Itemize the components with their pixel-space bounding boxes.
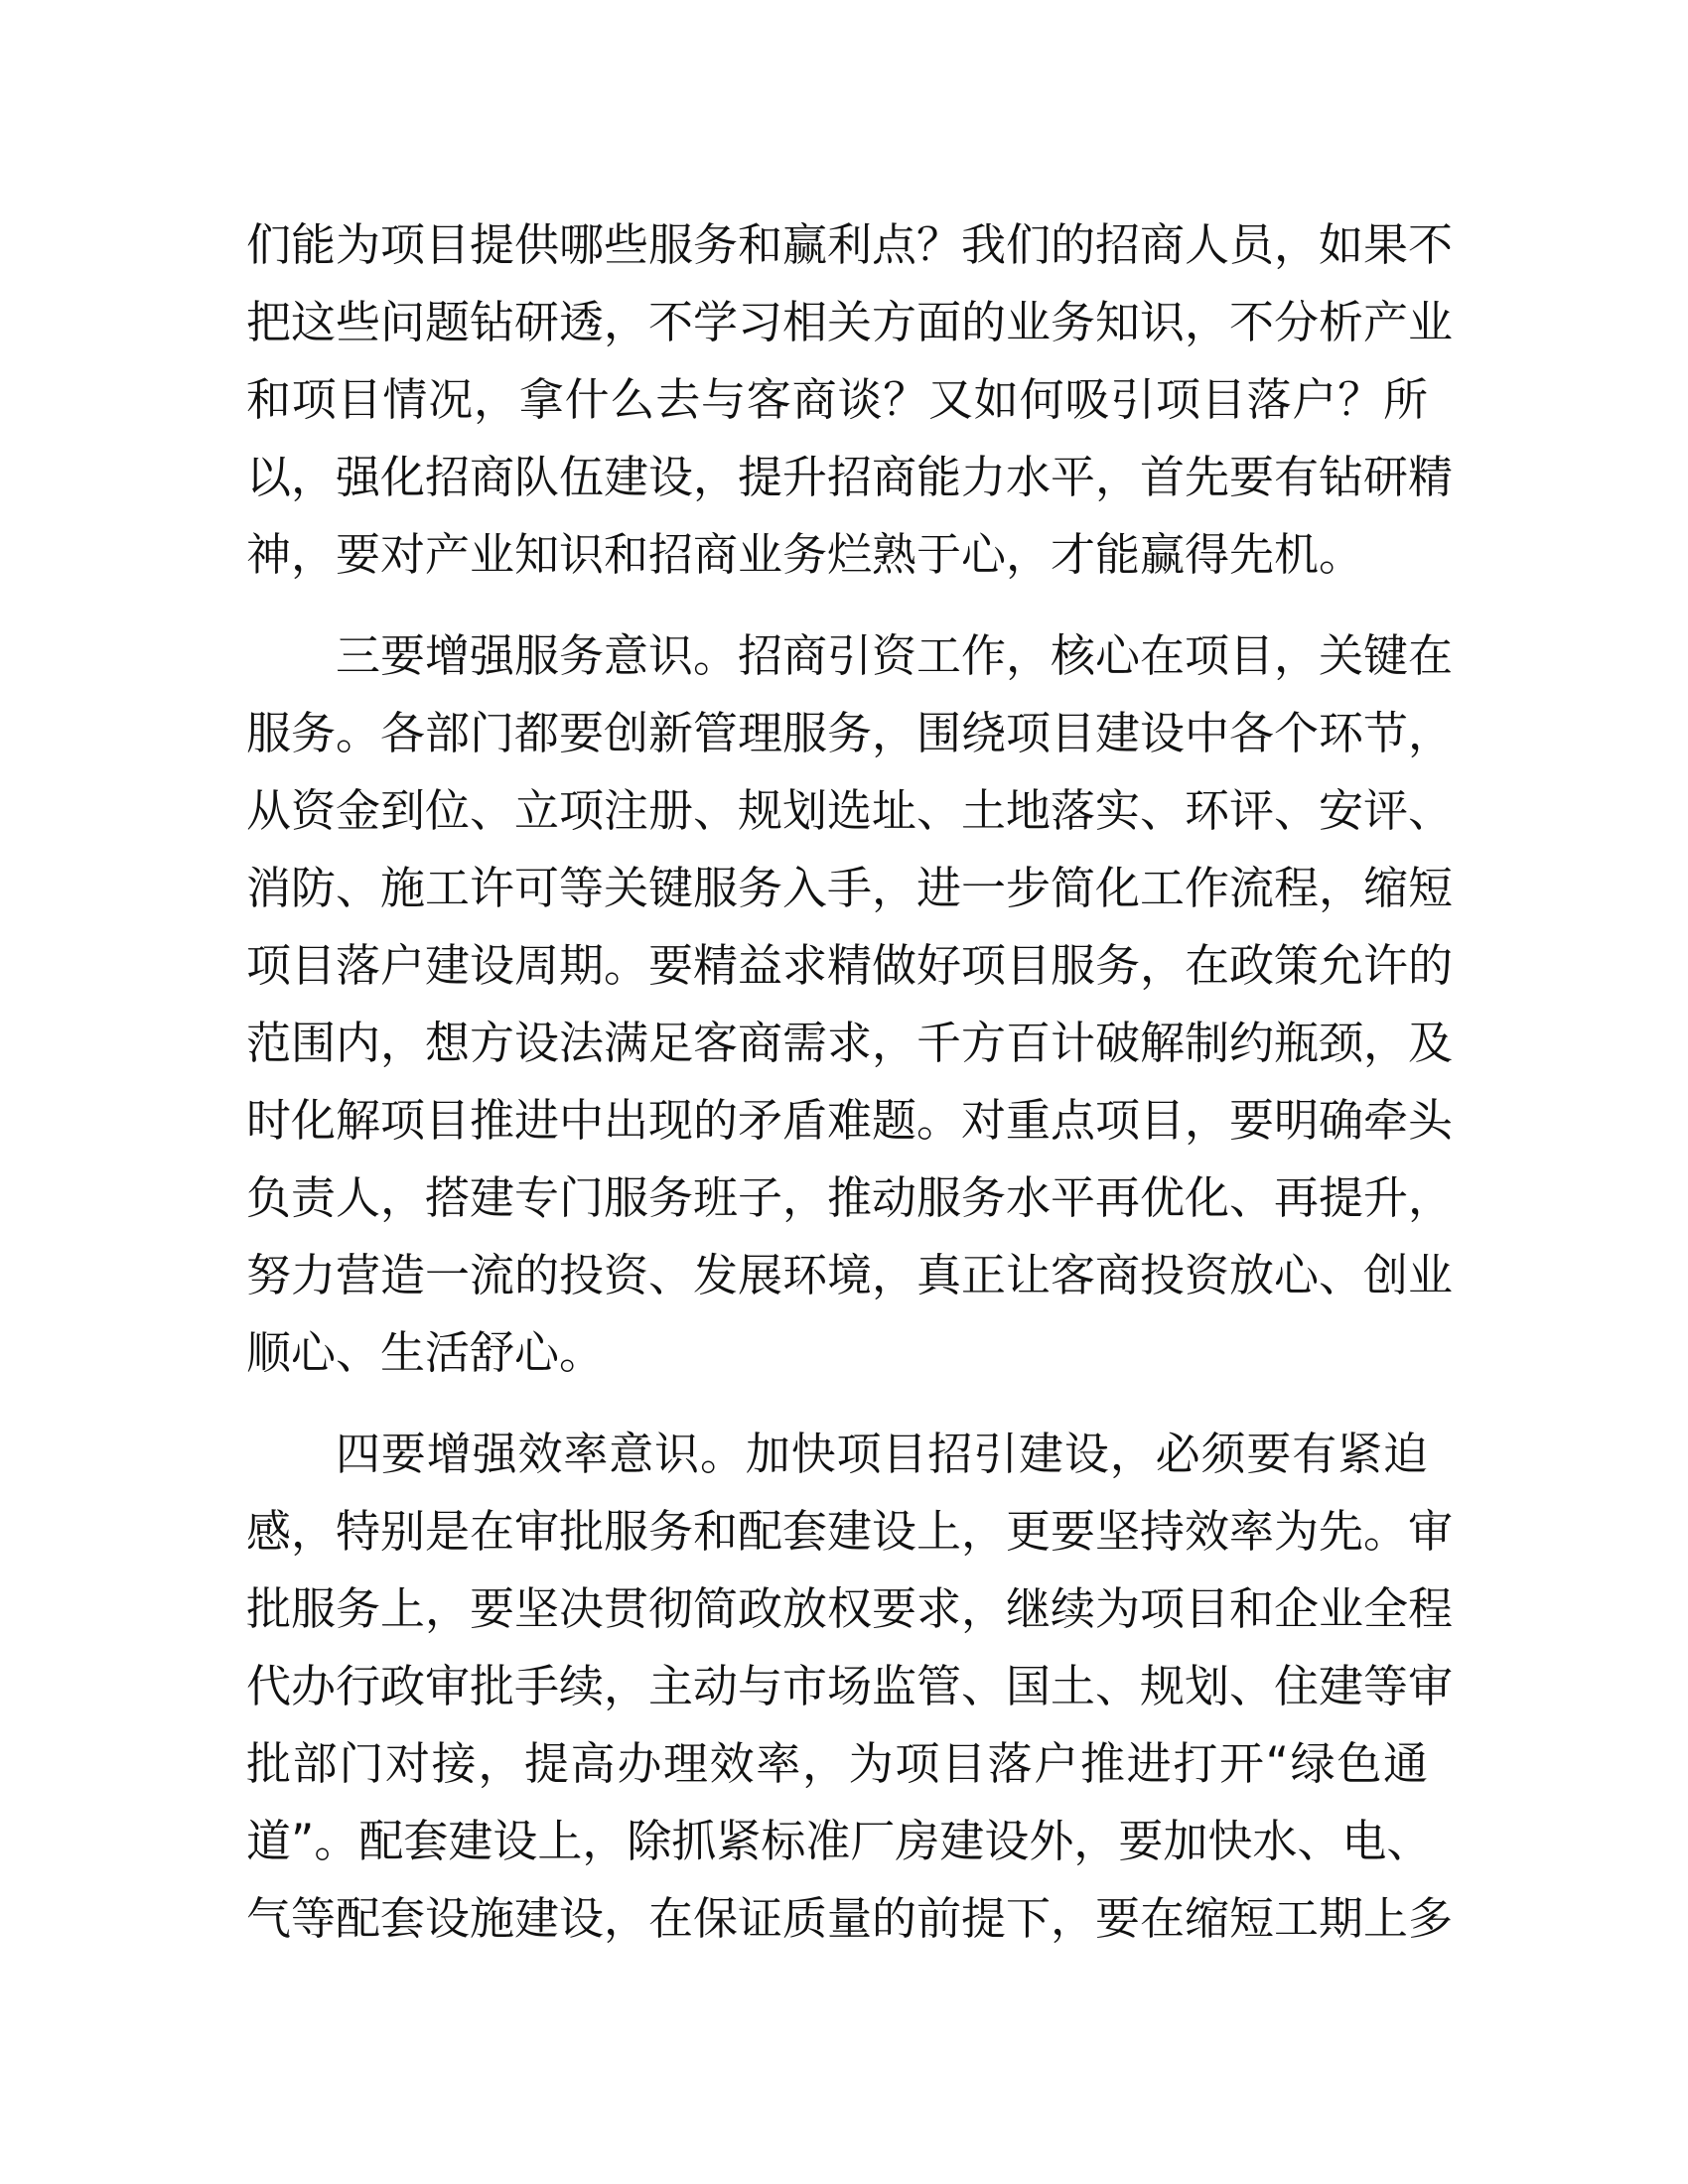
text-line: 范围内，想方设法满足客商需求，千方百计破解制约瓶颈，及 (246, 1017, 1454, 1069)
paragraph-1 (246, 206, 1454, 594)
paragraph-3 (246, 1416, 1454, 1958)
document-page (246, 206, 1454, 1958)
text-line: 批部门对接，提高办理效率，为项目落户推进打开“绿色通 (246, 1737, 1428, 1790)
text-line: 努力营造一流的投资、发展环境，真正让客商投资放心、创业 (246, 1249, 1454, 1301)
text-line: 和项目情况，拿什么去与客商谈？又如何吸引项目落户？所 (246, 373, 1428, 426)
text-line: 项目落户建设周期。要精益求精做好项目服务，在政策允许的 (246, 939, 1454, 992)
text-line: 道”。配套建设上，除抓紧标准厂房建设外，要加快水、电、 (246, 1815, 1432, 1867)
text-line: 消防、施工许可等关键服务入手，进一步简化工作流程，缩短 (246, 862, 1454, 914)
text-line: 四要增强效率意识。加快项目招引建设，必须要有紧迫 (336, 1428, 1428, 1480)
text-line: 从资金到位、立项注册、规划选址、土地落实、环评、安评、 (246, 784, 1454, 837)
text-line: 气等配套设施建设，在保证质量的前提下，要在缩短工期上多 (246, 1892, 1454, 1945)
paragraph-gap (246, 1392, 1428, 1416)
text-line: 代办行政审批手续，主动与市场监管、国土、规划、住建等审 (246, 1660, 1454, 1712)
text-line: 时化解项目推进中出现的矛盾难题。对重点项目，要明确牵头 (246, 1094, 1454, 1147)
text-line: 批服务上，要坚决贯彻简政放权要求，继续为项目和企业全程 (246, 1582, 1454, 1635)
paragraph-gap (246, 594, 1428, 617)
paragraph-2 (246, 617, 1454, 1392)
text-line: 感，特别是在审批服务和配套建设上，更要坚持效率为先。审 (246, 1505, 1454, 1558)
text-line: 们能为项目提供哪些服务和赢利点？我们的招商人员，如果不 (246, 218, 1454, 271)
text-line: 三要增强服务意识。招商引资工作，核心在项目，关键在 (336, 629, 1454, 682)
text-line: 把这些问题钻研透，不学习相关方面的业务知识，不分析产业 (246, 296, 1454, 348)
text-line: 负责人，搭建专门服务班子，推动服务水平再优化、再提升， (246, 1171, 1454, 1224)
text-line: 服务。各部门都要创新管理服务，围绕项目建设中各个环节， (246, 707, 1454, 759)
text-line: 神，要对产业知识和招商业务烂熟于心，才能赢得先机。 (246, 528, 1364, 581)
text-line: 以，强化招商队伍建设，提升招商能力水平，首先要有钻研精 (246, 451, 1454, 503)
text-line: 顺心、生活舒心。 (246, 1326, 605, 1379)
